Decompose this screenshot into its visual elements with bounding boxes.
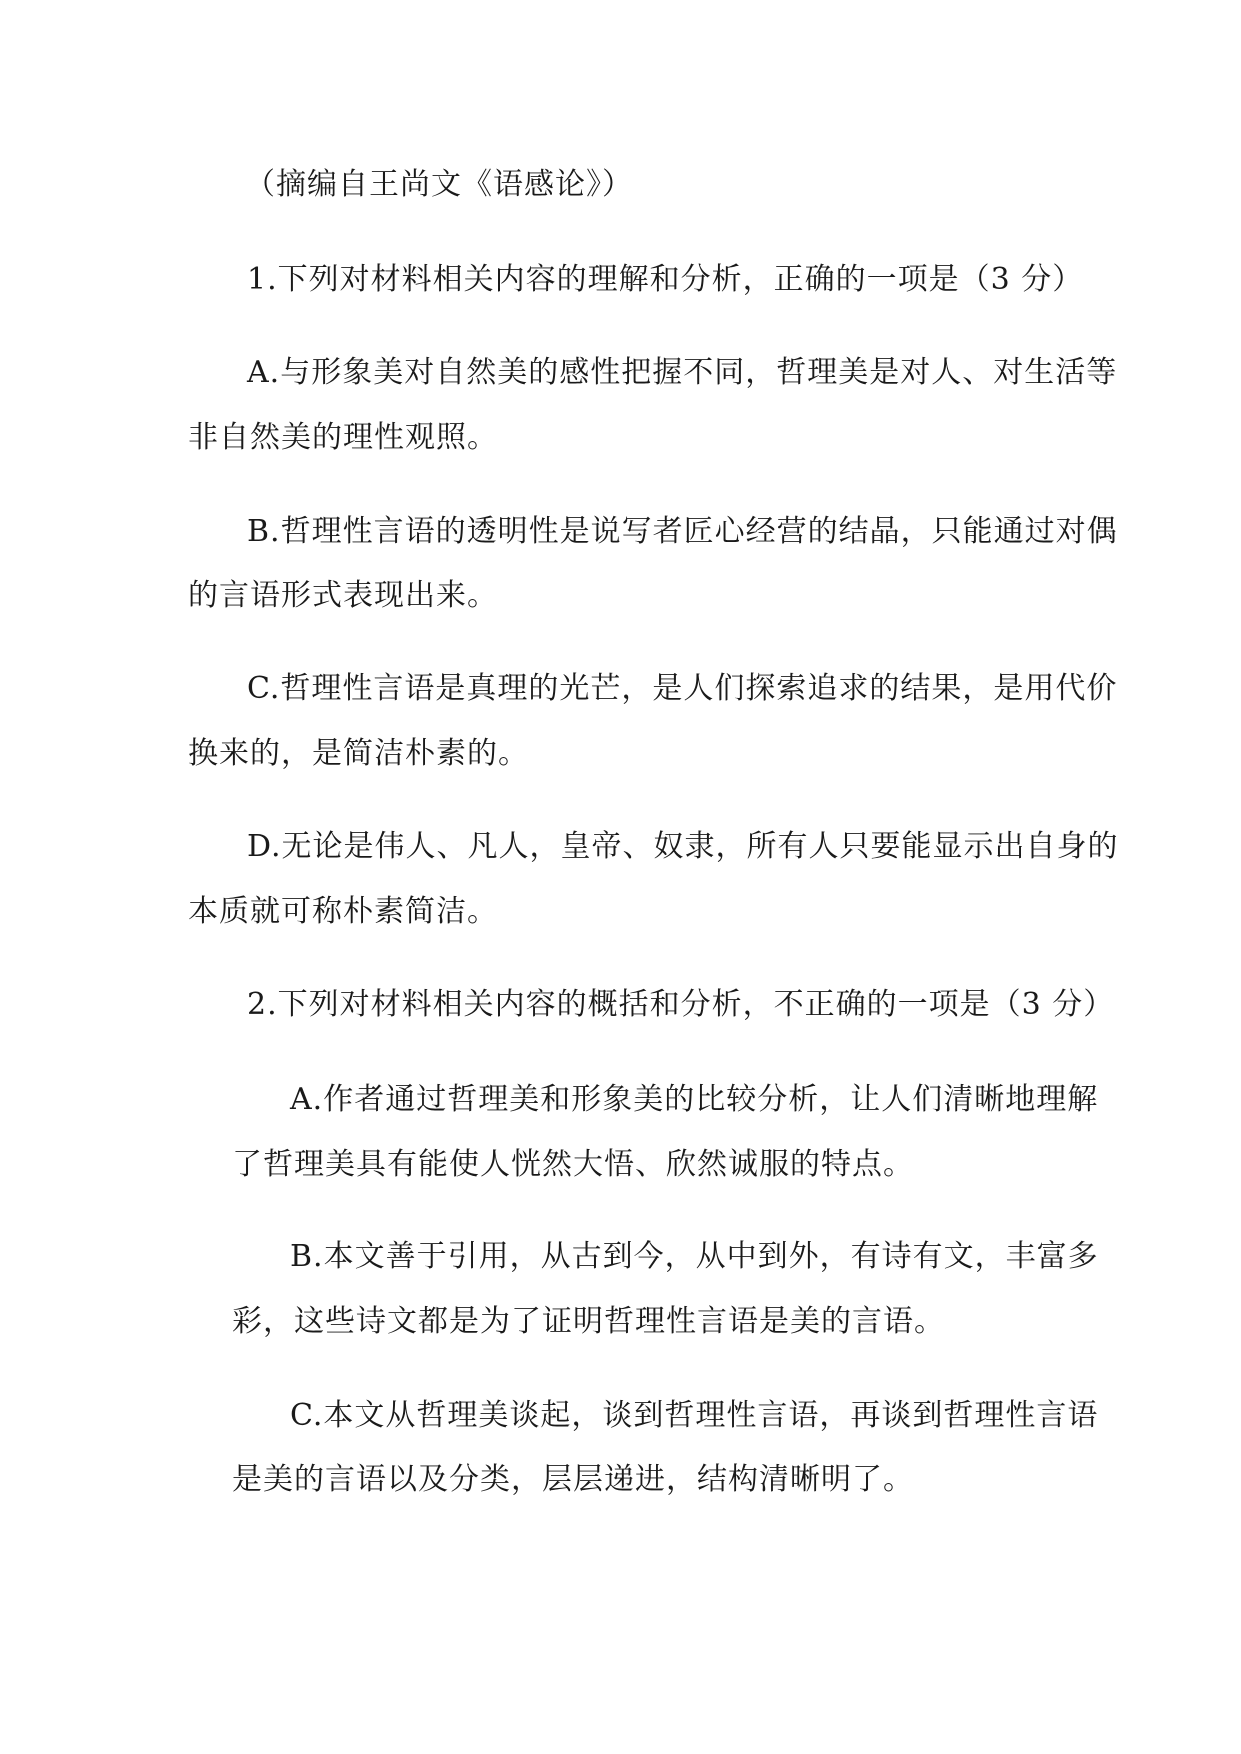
question-1-option-b-line-2: 的言语形式表现出来。 [188,578,498,613]
source-citation: （摘编自王尚文《语感论》） [245,167,633,202]
question-1-option-c-line-1: C.哲理性言语是真理的光芒，是人们探索追求的结果，是用代价 [247,671,1118,706]
question-1-stem: 1.下列对材料相关内容的理解和分析，正确的一项是（3 分） [247,262,1084,297]
question-1-option-c-line-2: 换来的，是简洁朴素的。 [188,736,529,771]
question-2-option-b-line-1: B.本文善于引用，从古到今，从中到外，有诗有文，丰富多 [290,1239,1099,1274]
question-2-stem: 2.下列对材料相关内容的概括和分析，不正确的一项是（3 分） [247,987,1115,1022]
question-1-option-a-line-1: A.与形象美对自然美的感性把握不同，哲理美是对人、对生活等 [247,355,1118,390]
question-1-option-a-line-2: 非自然美的理性观照。 [188,420,498,455]
question-2-option-c-line-1: C.本文从哲理美谈起，谈到哲理性言语，再谈到哲理性言语 [290,1398,1099,1433]
question-1-option-d-line-1: D.无论是伟人、凡人，皇帝、奴隶，所有人只要能显示出自身的 [247,829,1119,864]
question-2-option-a-line-2: 了哲理美具有能使人恍然大悟、欣然诚服的特点。 [232,1147,914,1182]
question-2-option-a-line-1: A.作者通过哲理美和形象美的比较分析，让人们清晰地理解 [290,1082,1099,1117]
question-1-option-d-line-2: 本质就可称朴素简洁。 [188,894,498,929]
question-1-option-b-line-1: B.哲理性言语的透明性是说写者匠心经营的结晶，只能通过对偶 [247,514,1118,549]
question-2-option-c-line-2: 是美的言语以及分类，层层递进，结构清晰明了。 [232,1462,914,1497]
question-2-option-b-line-2: 彩，这些诗文都是为了证明哲理性言语是美的言语。 [232,1304,945,1339]
